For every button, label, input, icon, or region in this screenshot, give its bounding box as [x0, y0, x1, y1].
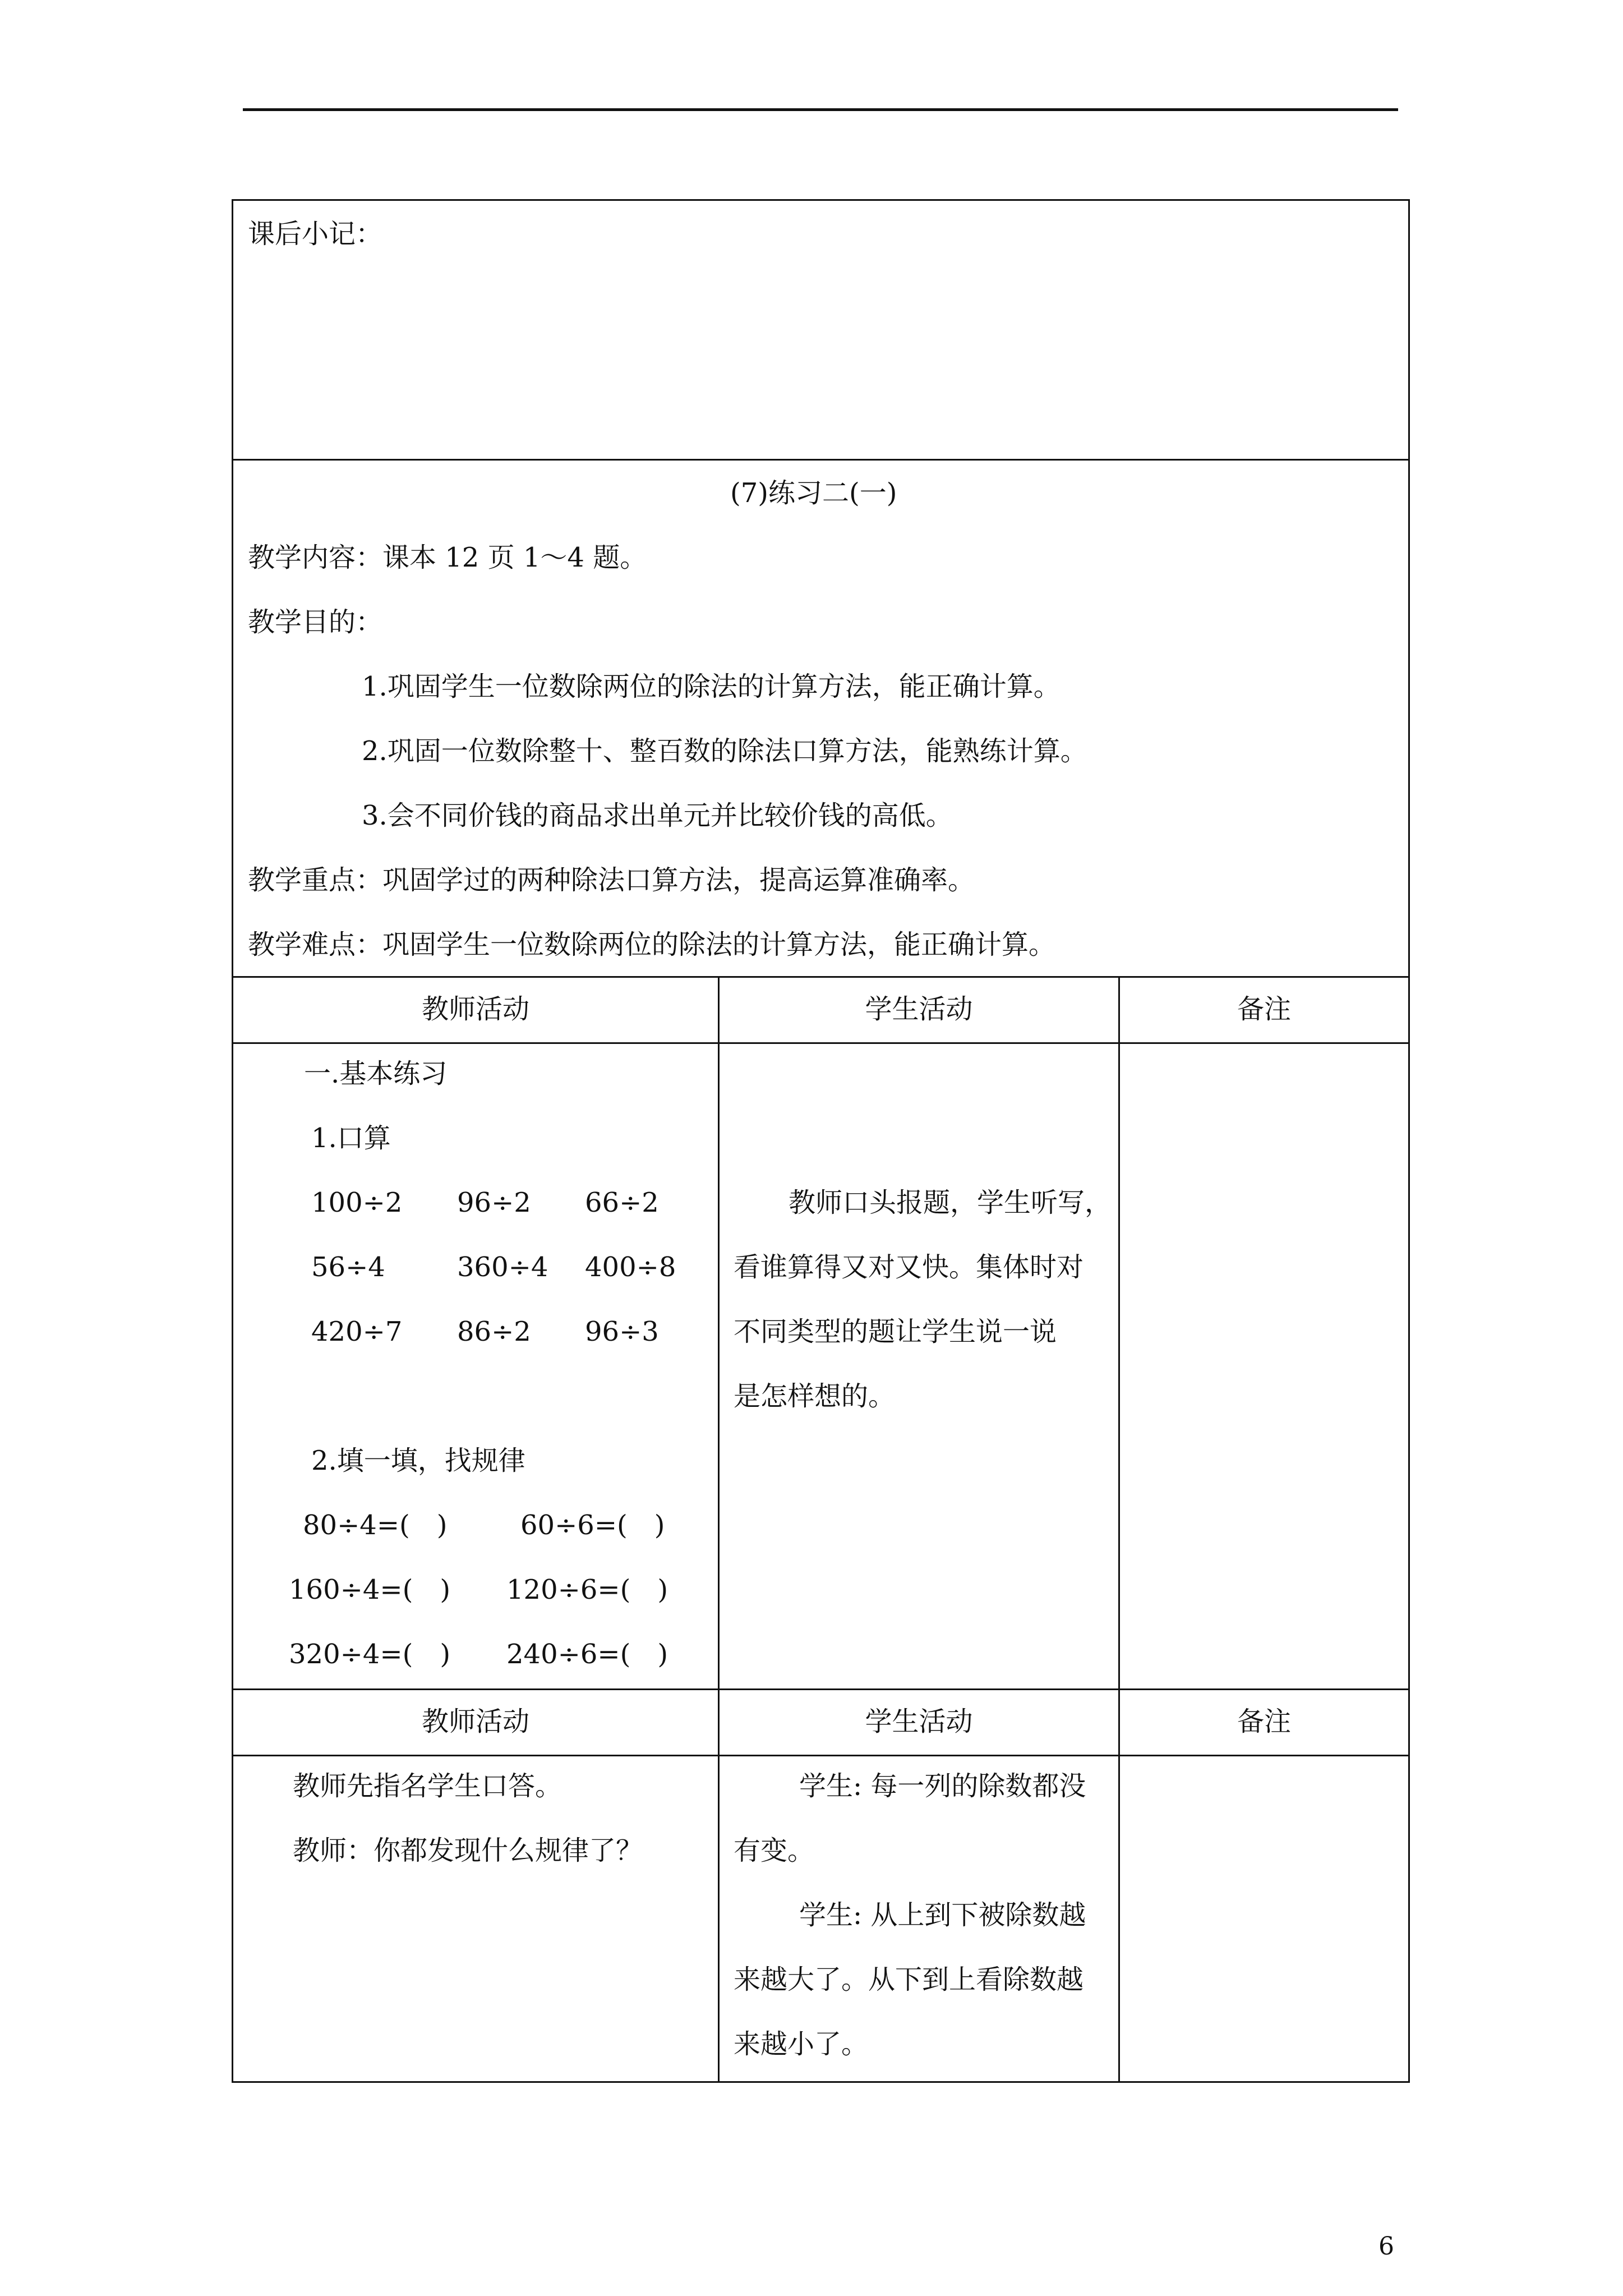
student-activity-line: 来越大了。从下到上看除数越	[734, 1964, 1084, 1995]
oral-calc-item: 96÷2	[457, 1187, 531, 1218]
table1-bottom	[232, 1688, 1410, 1690]
notes-bottom-border	[232, 459, 1410, 461]
teacher-activity-line: 教师：你都发现什么规律了？	[293, 1835, 643, 1866]
fill-pattern-heading: 2.填一填，找规律	[311, 1445, 525, 1476]
student-activity-line: 不同类型的题让学生说一说	[734, 1316, 1057, 1347]
table2-header-notes: 备注	[1237, 1706, 1291, 1737]
header-rule	[243, 108, 1398, 111]
table-bottom-border	[232, 2081, 1410, 2083]
after-class-notes-label: 课后小记：	[248, 218, 383, 250]
page-number: 6	[1378, 2232, 1394, 2261]
table1-col-divider-2	[1118, 976, 1120, 1690]
table1-header-student: 学生活动	[865, 993, 973, 1025]
teacher-activity-line: 教师先指名学生口答。	[293, 1770, 562, 1802]
oral-calc-item: 360÷4	[457, 1251, 548, 1283]
lesson-bottom-border	[232, 976, 1410, 978]
student-activity-line: 看谁算得又对又快。集体时对	[734, 1251, 1084, 1283]
objective-item: 1.巩固学生一位数除两位的除法的计算方法，能正确计算。	[362, 671, 1061, 702]
objective-item: 3.会不同价钱的商品求出单元并比较价钱的高低。	[362, 800, 953, 831]
table2-header-teacher: 教师活动	[421, 1706, 529, 1737]
objective-item: 2.巩固一位数除整十、整百数的除法口算方法，能熟练计算。	[362, 735, 1087, 767]
student-activity-line: 学生: 每一列的除数都没	[799, 1770, 1086, 1802]
student-activity-line: 教师口头报题，学生听写，	[789, 1187, 1112, 1218]
objectives-label: 教学目的：	[248, 606, 383, 638]
oral-calc-item: 86÷2	[457, 1316, 531, 1347]
student-activity-line: 学生: 从上到下被除数越	[799, 1899, 1086, 1931]
key-point: 教学重点：巩固学过的两种除法口算方法，提高运算准确率。	[248, 864, 975, 896]
fill-item: 320÷4=( )	[289, 1639, 451, 1670]
student-activity-line: 来越小了。	[734, 2028, 869, 2060]
fill-item: 120÷6=( )	[506, 1574, 668, 1605]
table2-col-divider-1	[718, 1688, 720, 2083]
table2-header-student: 学生活动	[865, 1706, 973, 1737]
oral-calc-item: 100÷2	[311, 1187, 403, 1218]
table-left-border	[232, 199, 233, 2083]
oral-calc-item: 96÷3	[585, 1316, 659, 1347]
student-activity-line: 有变。	[734, 1835, 815, 1866]
fill-item: 160÷4=( )	[289, 1574, 451, 1605]
table2-header-bottom	[232, 1755, 1410, 1756]
basic-practice-heading: 一.基本练习	[304, 1058, 448, 1089]
difficulty: 教学难点：巩固学生一位数除两位的除法的计算方法，能正确计算。	[248, 929, 1056, 960]
fill-item: 60÷6=( )	[520, 1510, 665, 1541]
oral-calc-item: 400÷8	[585, 1251, 676, 1283]
oral-calc-heading: 1.口算	[311, 1122, 391, 1154]
table1-header-notes: 备注	[1237, 993, 1291, 1025]
table1-col-divider-1	[718, 976, 720, 1690]
lesson-title: (7)练习二(一)	[730, 477, 897, 509]
oral-calc-item: 66÷2	[585, 1187, 659, 1218]
table-top-border	[232, 199, 1410, 201]
oral-calc-item: 420÷7	[311, 1316, 403, 1347]
table1-header-teacher: 教师活动	[421, 993, 529, 1025]
lesson-content: 教学内容：课本 12 页 1～4 题。	[248, 542, 647, 573]
student-activity-line: 是怎样想的。	[734, 1381, 896, 1412]
fill-item: 80÷4=( )	[303, 1510, 448, 1541]
oral-calc-item: 56÷4	[311, 1251, 385, 1283]
table1-header-bottom	[232, 1042, 1410, 1044]
table-right-border	[1408, 199, 1410, 2083]
table2-col-divider-2	[1118, 1688, 1120, 2083]
fill-item: 240÷6=( )	[506, 1639, 668, 1670]
